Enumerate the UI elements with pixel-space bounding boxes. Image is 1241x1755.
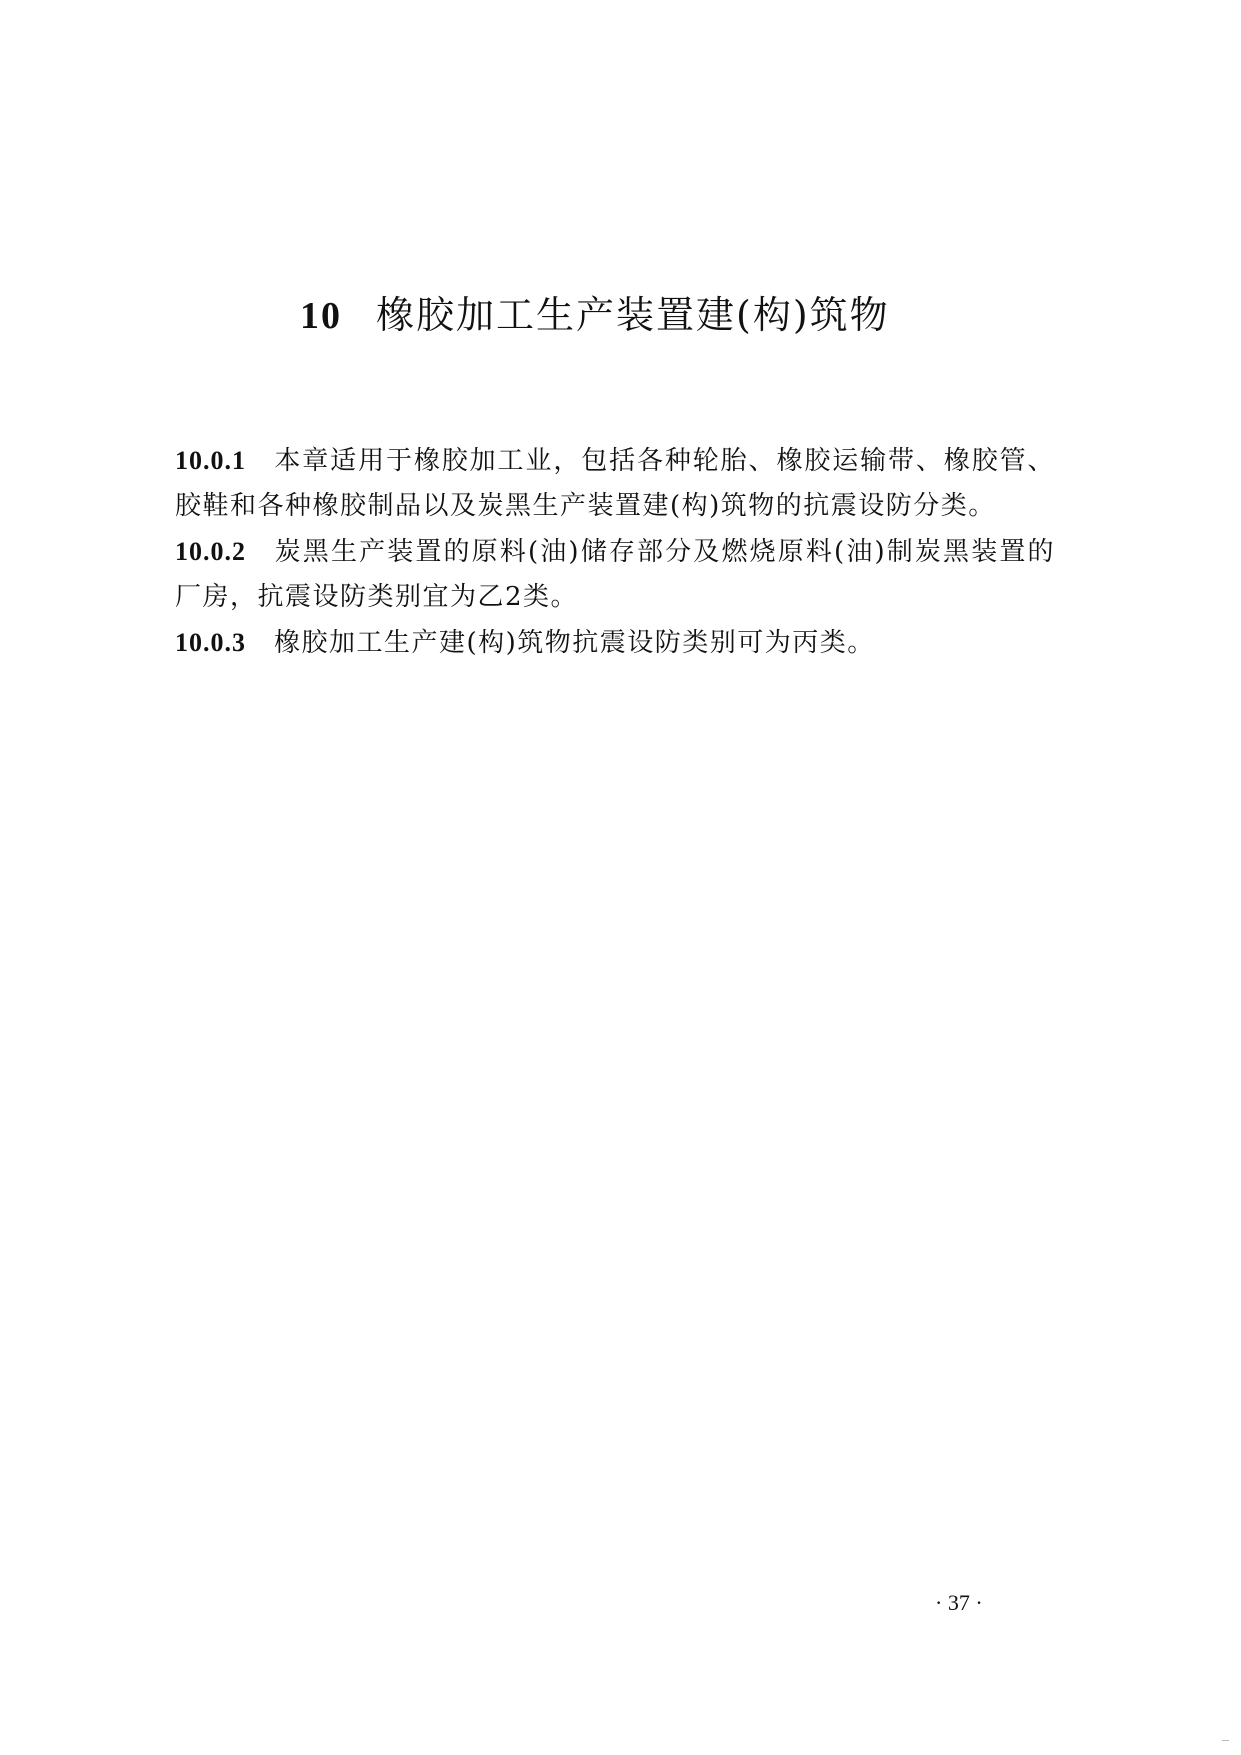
clause-10-0-3	[175, 620, 1055, 666]
chapter-title-text: 橡胶加工生产装置建(构)筑物	[376, 293, 890, 337]
clause-number: 10.0.3	[175, 628, 246, 657]
clause-10-0-2	[175, 529, 1055, 620]
page-number: · 37 ·	[935, 1590, 983, 1615]
chapter-body	[175, 438, 1055, 666]
clause-text: 橡胶加工生产建(构)筑物抗震设防类别可为丙类。	[274, 628, 875, 658]
clause-number: 10.0.1	[175, 446, 246, 475]
chapter-number: 10	[300, 295, 342, 337]
clause-text: 本章适用于橡胶加工业，包括各种轮胎、橡胶运输带、橡胶管、胶鞋和各种橡胶制品以及炭黑生产装置建(构)筑物的抗震设防分类。	[175, 446, 1055, 521]
chapter-heading	[300, 290, 890, 341]
clause-text: 炭黑生产装置的原料(油)储存部分及燃烧原料(油)制炭黑装置的厂房，抗震设防类别宜为乙2类。	[175, 537, 1055, 612]
clause-10-0-1	[175, 438, 1055, 529]
clause-number: 10.0.2	[175, 537, 246, 566]
scan-edge-mark	[1222, 1740, 1229, 1741]
